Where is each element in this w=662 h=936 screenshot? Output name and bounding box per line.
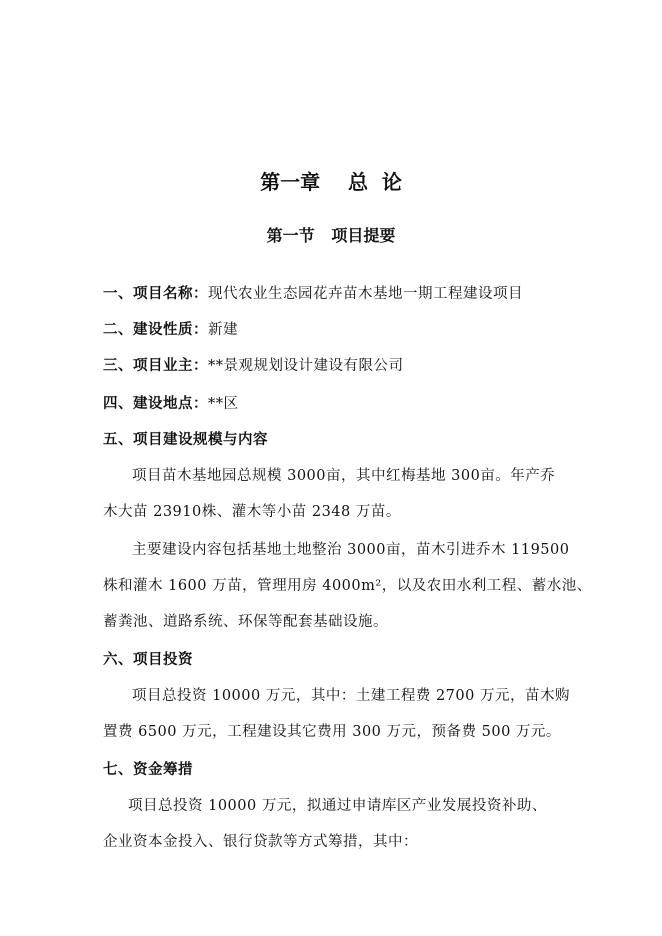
- paragraph-line: 蓄粪池、道路系统、环保等配套基础设施。: [103, 614, 388, 630]
- item-project-name: [103, 282, 523, 306]
- investment-heading: 六、项目投资: [103, 652, 193, 668]
- paragraph-line: 项目苗木基地园总规模 3000亩，其中红梅基地 300亩。年产乔: [132, 468, 556, 484]
- item-construction-type: [103, 318, 238, 342]
- item-label: 二、建设性质：: [103, 322, 208, 338]
- item-label: 四、建设地点：: [103, 396, 208, 412]
- chapter-title: 第一章 总 论: [260, 170, 402, 194]
- paragraph-line: 企业资本金投入、银行贷款等方式筹措，其中：: [103, 834, 418, 850]
- paragraph-line: 株和灌木 1600 万苗，管理用房 4000m²，以及农田水利工程、蓄水池、: [103, 578, 592, 594]
- paragraph-line: 项目总投资 10000 万元，其中：土建工程费 2700 万元，苗木购: [132, 688, 570, 704]
- item-value: 新建: [208, 322, 238, 338]
- item-owner: [103, 354, 404, 378]
- scale-heading: 五、项目建设规模与内容: [103, 432, 268, 448]
- item-value: 现代农业生态园花卉苗木基地一期工程建设项目: [208, 286, 523, 302]
- item-label: 一、项目名称：: [103, 286, 208, 302]
- section-title: 第一节 项目提要: [266, 226, 396, 245]
- funding-heading: 七、资金筹措: [103, 762, 193, 778]
- paragraph-line: 项目总投资 10000 万元，拟通过申请库区产业发展投资补助、: [128, 798, 547, 814]
- paragraph-line: 主要建设内容包括基地土地整治 3000亩，苗木引进乔木 119500: [132, 542, 570, 558]
- paragraph-line: 木大苗 23910株、灌木等小苗 2348 万苗。: [103, 504, 401, 520]
- item-value: **景观规划设计建设有限公司: [208, 358, 404, 374]
- item-label: 三、项目业主：: [103, 358, 208, 374]
- item-location: [103, 392, 239, 416]
- paragraph-line: 置费 6500 万元，工程建设其它费用 300 万元，预备费 500 万元。: [103, 724, 561, 740]
- item-value: **区: [208, 396, 239, 412]
